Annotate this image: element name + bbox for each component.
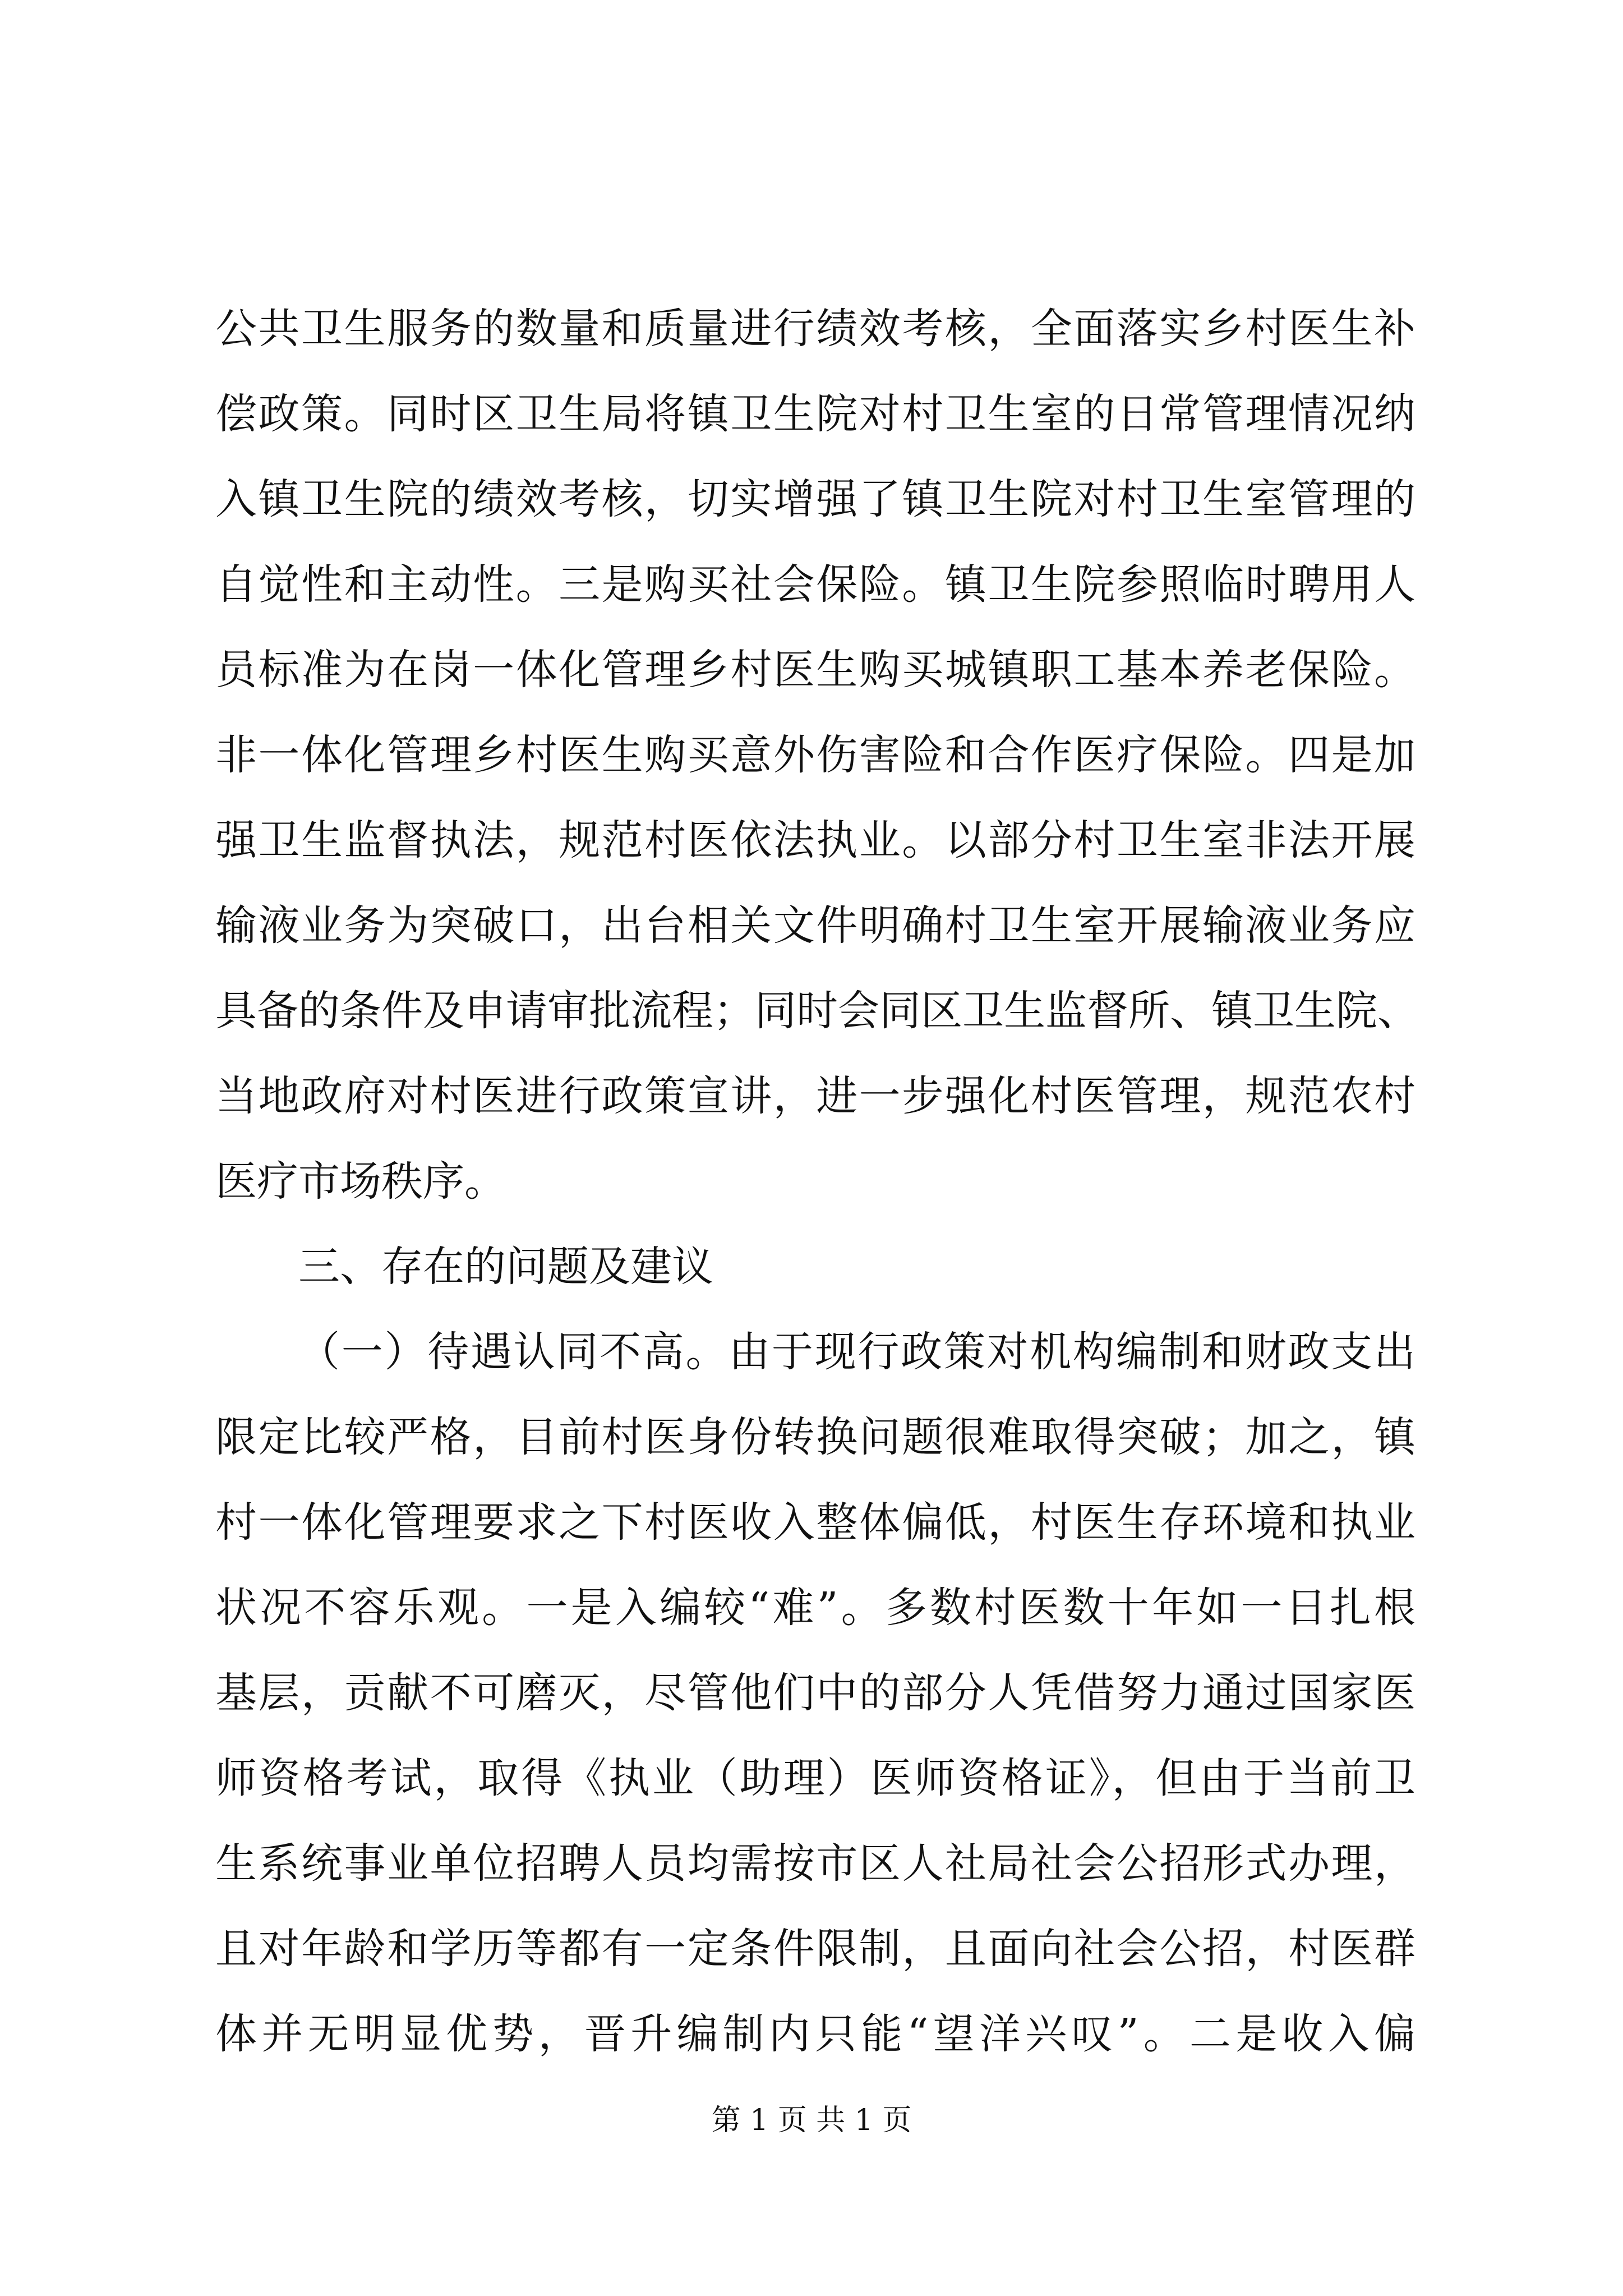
text-line: 且对年龄和学历等都有一定条件限制，且面向社会公招，村医群 <box>215 1925 1415 1973</box>
page-number-footer: 第 1 页 共 1 页 <box>711 2104 912 2137</box>
text-line: 具备的条件及申请审批流程；同时会同区卫生监督所、镇卫生院、 <box>215 987 1419 1035</box>
text-line: 员标准为在岗一体化管理乡村医生购买城镇职工基本养老保险。 <box>215 646 1415 694</box>
text-line: 师资格考试，取得《执业（助理）医师资格证》，但由于当前卫 <box>215 1754 1415 1802</box>
text-line: 非一体化管理乡村医生购买意外伤害险和合作医疗保险。四是加 <box>215 731 1415 779</box>
text-line: 输液业务为突破口，出台相关文件明确村卫生室开展输液业务应 <box>215 901 1415 950</box>
text-line: 村一体化管理要求之下村医收入整体偏低，村医生存环境和执业 <box>215 1498 1415 1547</box>
text-line: 强卫生监督执法，规范村医依法执业。以部分村卫生室非法开展 <box>215 816 1415 864</box>
text-line: 状况不容乐观。一是入编较“难”。多数村医数十年如一日扎根 <box>215 1584 1415 1632</box>
text-line: 生系统事业单位招聘人员均需按市区人社局社会公招形式办理， <box>215 1839 1415 1888</box>
text-line: 体并无明显优势，晋升编制内只能“望洋兴叹”。二是收入偏 <box>215 2010 1415 2058</box>
document-body <box>215 286 1419 2077</box>
section-heading: 三、存在的问题及建议 <box>298 1243 713 1291</box>
text-line: 公共卫生服务的数量和质量进行绩效考核，全面落实乡村医生补 <box>215 305 1415 353</box>
text-line: 限定比较严格，目前村医身份转换问题很难取得突破；加之，镇 <box>215 1413 1415 1461</box>
text-line: 当地政府对村医进行政策宣讲，进一步强化村医管理，规范农村 <box>215 1072 1415 1120</box>
text-line: 入镇卫生院的绩效考核，切实增强了镇卫生院对村卫生室管理的 <box>215 475 1415 523</box>
text-line: 基层，贡献不可磨灭，尽管他们中的部分人凭借努力通过国家医 <box>215 1669 1415 1717</box>
text-line: 偿政策。同时区卫生局将镇卫生院对村卫生室的日常管理情况纳 <box>215 390 1415 438</box>
text-line: （一）待遇认同不高。由于现行政策对机构编制和财政支出 <box>298 1328 1415 1376</box>
text-line: 医疗市场秩序。 <box>215 1157 506 1205</box>
text-line: 自觉性和主动性。三是购买社会保险。镇卫生院参照临时聘用人 <box>215 560 1415 609</box>
